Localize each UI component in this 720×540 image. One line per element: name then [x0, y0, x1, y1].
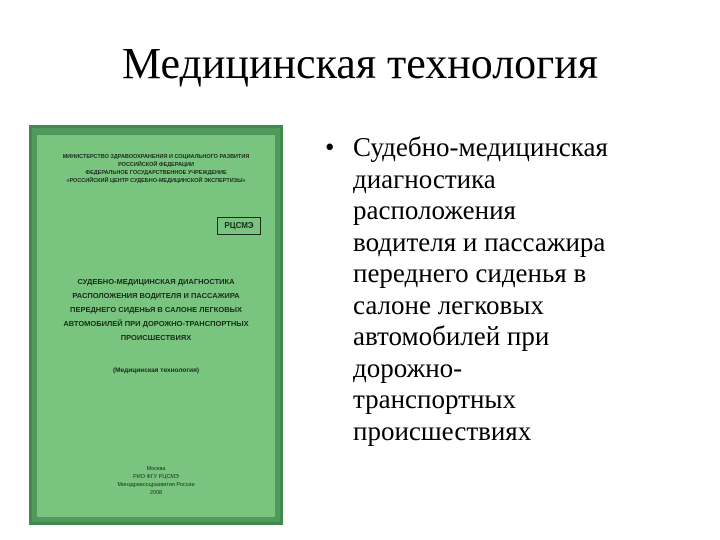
bullet-line: Судебно-медицинская — [353, 132, 608, 162]
cover-footer-line: Минздравсоцразвития России — [117, 482, 195, 488]
bullet-list — [325, 132, 710, 447]
bullet-line: транспортных — [353, 384, 517, 414]
book-cover-photo — [29, 125, 283, 525]
cover-title-line: ПРОИСШЕСТВИЯХ — [120, 333, 192, 342]
cover-title-line: ПЕРЕДНЕГО СИДЕНЬЯ В САЛОНЕ ЛЕГКОВЫХ — [70, 305, 242, 314]
cover-footer-line: РИО ФГУ РЦСМЭ — [133, 474, 179, 480]
cover-footer-line: 2008 — [149, 490, 163, 496]
cover-header-line: РОССИЙСКОЙ ФЕДЕРАЦИИ — [118, 162, 194, 168]
cover-header-line: ФЕДЕРАЛЬНОЕ ГОСУДАРСТВЕННОЕ УЧРЕЖДЕНИЕ — [85, 170, 227, 176]
cover-footer-line: Москва — [146, 466, 166, 472]
bullet-line: переднего сиденья в — [353, 258, 587, 288]
cover-title-line: РАСПОЛОЖЕНИЯ ВОДИТЕЛЯ И ПАССАЖИРА — [72, 291, 240, 300]
cover-footer — [37, 465, 275, 497]
cover-title-line: АВТОМОБИЛЕЙ ПРИ ДОРОЖНО-ТРАНСПОРТНЫХ — [63, 319, 249, 328]
bullet-line: автомобилей при — [353, 321, 550, 351]
bullet-line: расположения — [353, 195, 516, 225]
cover-title — [37, 275, 275, 345]
cover-logo: РЦСМЭ — [217, 217, 261, 235]
cover-header-line: «РОССИЙСКИЙ ЦЕНТР СУДЕБНО-МЕДИЦИНСКОЙ ЭКСПЕРТИЗЫ» — [66, 178, 246, 184]
cover-header — [37, 153, 275, 185]
slide-title: Медицинская технология — [121, 39, 598, 88]
bullet-line: происшествиях — [353, 415, 532, 446]
bullet-item — [325, 132, 710, 447]
bullet-line: дорожно- — [353, 352, 463, 383]
cover-subtitle: (Медицинская технология) — [112, 367, 200, 374]
bullet-line: диагностика — [353, 163, 496, 194]
bullet-line: водителя и пассажира — [353, 226, 606, 257]
cover-title-line: СУДЕБНО-МЕДИЦИНСКАЯ ДИАГНОСТИКА — [77, 277, 235, 286]
bullet-line: салоне легковых — [353, 289, 544, 320]
bullet-dot-icon: • — [325, 132, 335, 162]
book-cover — [37, 135, 275, 517]
cover-header-line: МИНИСТЕРСТВО ЗДРАВООХРАНЕНИЯ И СОЦИАЛЬНОГО РАЗВИТИЯ — [62, 154, 250, 160]
